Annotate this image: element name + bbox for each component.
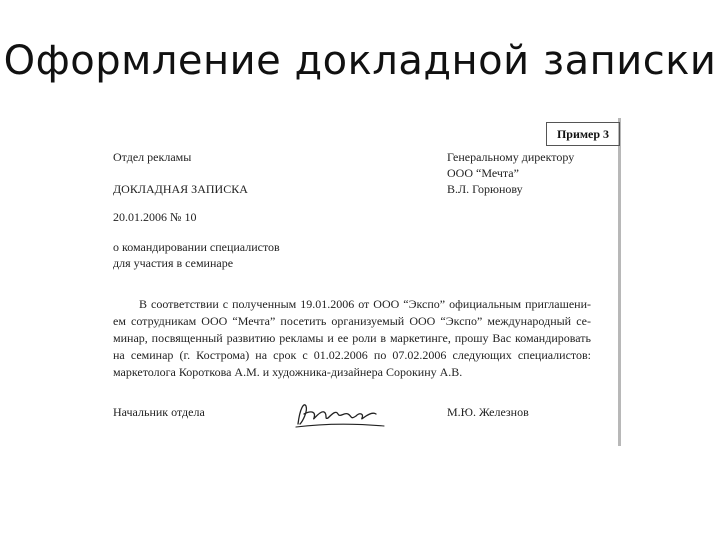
- date-number: 20.01.2006 № 10: [113, 210, 197, 224]
- department-label: Отдел рекламы: [113, 150, 192, 164]
- document-type: ДОКЛАДНАЯ ЗАПИСКА: [113, 182, 248, 196]
- document-edge-divider: [618, 118, 621, 446]
- signer-name: М.Ю. Железнов: [447, 405, 529, 419]
- subject-line-2: для участия в семинаре: [113, 256, 234, 270]
- subject-line-1: о командировании специалистов: [113, 240, 280, 254]
- example-label-box: Пример 3: [546, 122, 620, 146]
- addressee-line-2: ООО “Мечта”: [447, 166, 519, 180]
- signer-position: Начальник отдела: [113, 405, 205, 419]
- addressee-line-1: Генеральному директору: [447, 150, 575, 164]
- handwritten-signature: [290, 396, 390, 432]
- addressee-line-3: В.Л. Горюнову: [447, 182, 523, 196]
- body-text: В соответствии с полученным 19.01.2006 от ООО “Экспо” официальным приглашени-ем сотрудникам ООО “Мечта” посетить организуемый ООО “Экспо” международный се-минар, посвященный развитию рекламы и ее роли в маркетинге, прошу Вас командировать на семинар (г. Кострома) на срок с 01.02.2006 по 07.02.2006 следующих специалистов: маркетолога Короткова А.М. и художника-дизайнера Сорокину А.В.: [113, 297, 591, 379]
- page-title: Оформление докладной записки: [3, 38, 717, 84]
- document-body: [113, 296, 591, 381]
